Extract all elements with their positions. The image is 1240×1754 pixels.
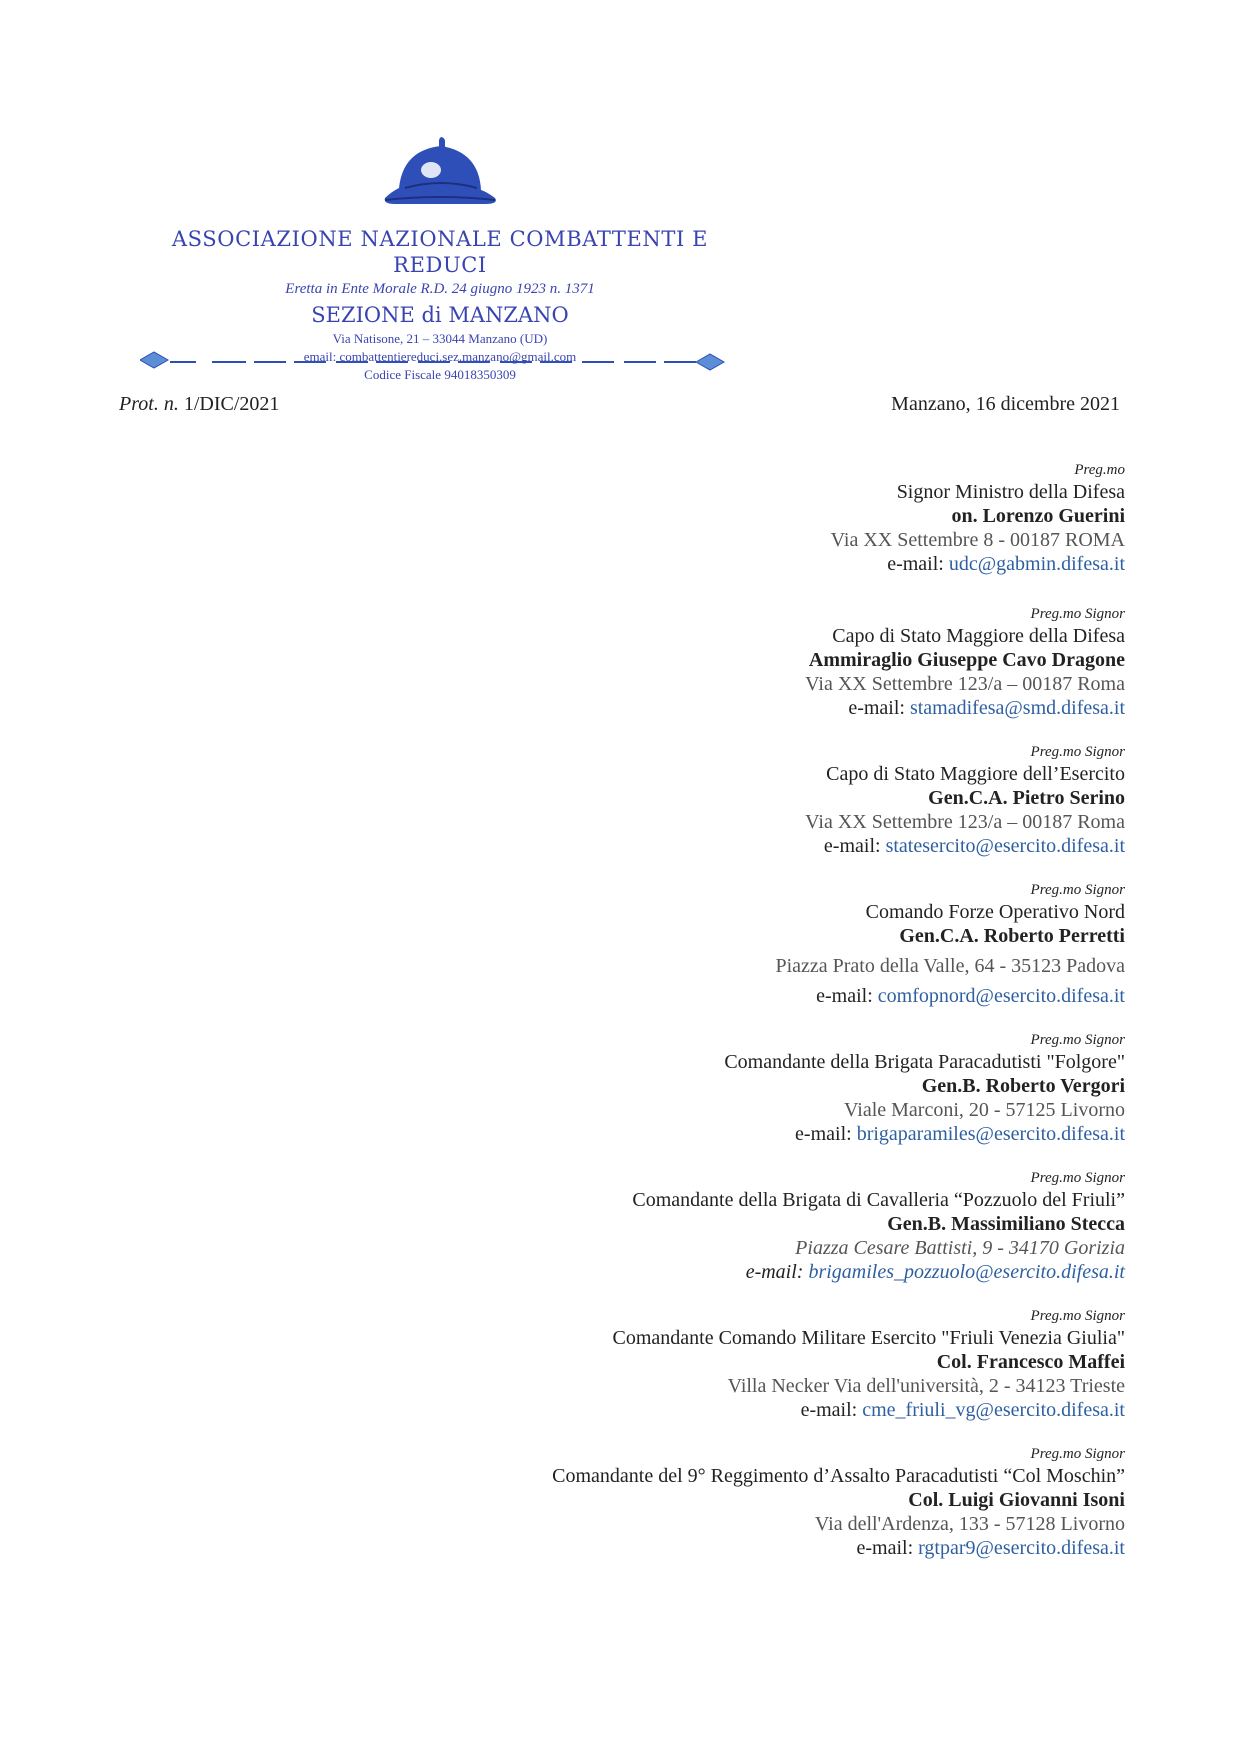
recipient-salutation: Preg.mo Signor: [1030, 1032, 1125, 1048]
recipient-name: Ammiraglio Giuseppe Cavo Dragone: [808, 649, 1125, 671]
recipient-address: Via XX Settembre 123/a – 00187 Roma: [805, 673, 1125, 695]
recipient-title: Signor Ministro della Difesa: [896, 481, 1125, 503]
recipient-email-link[interactable]: stamadifesa@smd.difesa.it: [909, 697, 1125, 719]
recipient-address: Piazza Prato della Valle, 64 - 35123 Padova: [775, 955, 1125, 977]
recipient-email-line: [325, 696, 1125, 720]
recipient-email-line: [325, 1398, 1125, 1422]
recipient-block: [325, 1306, 1125, 1422]
email-label: e-mail:: [795, 1123, 852, 1145]
recipient-email-line: [325, 552, 1125, 576]
recipient-salutation: Preg.mo Signor: [1030, 744, 1125, 760]
letter-date: Manzano, 16 dicembre 2021: [891, 393, 1120, 415]
recipient-block: [325, 880, 1125, 1008]
recipient-address: Villa Necker Via dell'università, 2 - 34123 Trieste: [727, 1375, 1125, 1397]
recipient-email-link[interactable]: brigamiles_pozzuolo@esercito.difesa.it: [808, 1261, 1125, 1283]
email-label: e-mail:: [800, 1399, 858, 1421]
protocol-value: 1/DIC/2021: [183, 393, 280, 415]
protocol-label: Prot. n.: [119, 393, 179, 415]
recipient-address: Viale Marconi, 20 - 57125 Livorno: [844, 1099, 1125, 1121]
recipient-block: [325, 460, 1125, 576]
recipient-salutation: Preg.mo Signor: [1030, 1308, 1125, 1324]
recipient-email-link[interactable]: udc@gabmin.difesa.it: [948, 553, 1125, 575]
recipient-salutation: Preg.mo Signor: [1030, 882, 1125, 898]
letterhead-divider: [140, 348, 735, 372]
recipient-block: [325, 1168, 1125, 1284]
email-label: e-mail:: [848, 697, 905, 719]
section-address: Via Natisone, 21 – 33044 Manzano (UD): [332, 331, 548, 346]
recipient-name: Gen.B. Roberto Vergori: [921, 1075, 1125, 1097]
recipient-salutation: Preg.mo: [1074, 462, 1125, 478]
recipient-address: Via dell'Ardenza, 133 - 57128 Livorno: [814, 1513, 1125, 1535]
email-label: e-mail:: [816, 985, 873, 1007]
letterhead: [140, 130, 740, 384]
recipient-salutation: Preg.mo Signor: [1030, 1446, 1125, 1462]
recipient-title: Comandante della Brigata di Cavalleria “Pozzuolo del Friuli”: [632, 1189, 1125, 1211]
recipient-title: Comandante della Brigata Paracadutisti "Folgore": [724, 1051, 1125, 1073]
recipient-email-line: [325, 1536, 1125, 1560]
recipient-title: Capo di Stato Maggiore dell’Esercito: [826, 763, 1125, 785]
fiscal-code: Codice Fiscale 94018350309: [364, 367, 516, 382]
recipient-name: on. Lorenzo Guerini: [951, 505, 1125, 527]
organization-name: ASSOCIAZIONE NAZIONALE COMBATTENTI E REDUCI: [171, 227, 709, 277]
recipient-email-link[interactable]: comfopnord@esercito.difesa.it: [877, 985, 1125, 1007]
recipient-salutation: Preg.mo Signor: [1030, 606, 1125, 622]
recipient-title: Capo di Stato Maggiore della Difesa: [832, 625, 1125, 647]
helmet-logo-icon: [375, 130, 505, 212]
recipient-title: Comandante Comando Militare Esercito "Friuli Venezia Giulia": [612, 1327, 1125, 1349]
recipient-email-line: [325, 1122, 1125, 1146]
recipient-name: Col. Luigi Giovanni Isoni: [908, 1489, 1125, 1511]
recipient-address: Via XX Settembre 8 - 00187 ROMA: [830, 529, 1125, 551]
email-label: e-mail:: [823, 835, 881, 857]
recipient-email-link[interactable]: brigaparamiles@esercito.difesa.it: [856, 1123, 1125, 1145]
recipient-title: Comando Forze Operativo Nord: [865, 901, 1125, 923]
recipient-email-link[interactable]: statesercito@esercito.difesa.it: [885, 835, 1125, 857]
recipient-name: Gen.C.A. Pietro Serino: [928, 787, 1125, 809]
recipient-block: [325, 742, 1125, 858]
recipient-block: [325, 604, 1125, 720]
recipient-block: [325, 1030, 1125, 1146]
recipient-name: Col. Francesco Maffei: [936, 1351, 1125, 1373]
section-email: email: combattentiereduci.sez.manzano@gmail.com: [303, 349, 577, 364]
recipient-title: Comandante del 9° Reggimento d’Assalto Paracadutisti “Col Moschin”: [552, 1465, 1125, 1487]
recipient-email-line: [325, 1260, 1125, 1284]
email-label: e-mail:: [745, 1261, 804, 1283]
recipient-block: [325, 1444, 1125, 1560]
recipients-list: [325, 460, 1125, 1582]
recipient-email-line: [325, 834, 1125, 858]
recipient-salutation: Preg.mo Signor: [1030, 1170, 1125, 1186]
recipient-name: Gen.B. Massimiliano Stecca: [887, 1213, 1125, 1235]
recipient-email-link[interactable]: cme_friuli_vg@esercito.difesa.it: [862, 1399, 1125, 1421]
email-label: e-mail:: [856, 1537, 914, 1559]
recipient-address: Via XX Settembre 123/a – 00187 Roma: [805, 811, 1125, 833]
protocol-number: [119, 393, 279, 416]
recipient-email-line: [325, 984, 1125, 1008]
section-name: SEZIONE di MANZANO: [311, 303, 569, 327]
recipient-email-link[interactable]: rgtpar9@esercito.difesa.it: [918, 1537, 1125, 1559]
organization-subtitle: Eretta in Ente Morale R.D. 24 giugno 1923 n. 1371: [285, 281, 595, 297]
recipient-name: Gen.C.A. Roberto Perretti: [899, 925, 1125, 947]
email-label: e-mail:: [887, 553, 944, 575]
recipient-address: Piazza Cesare Battisti, 9 - 34170 Gorizia: [795, 1237, 1125, 1259]
